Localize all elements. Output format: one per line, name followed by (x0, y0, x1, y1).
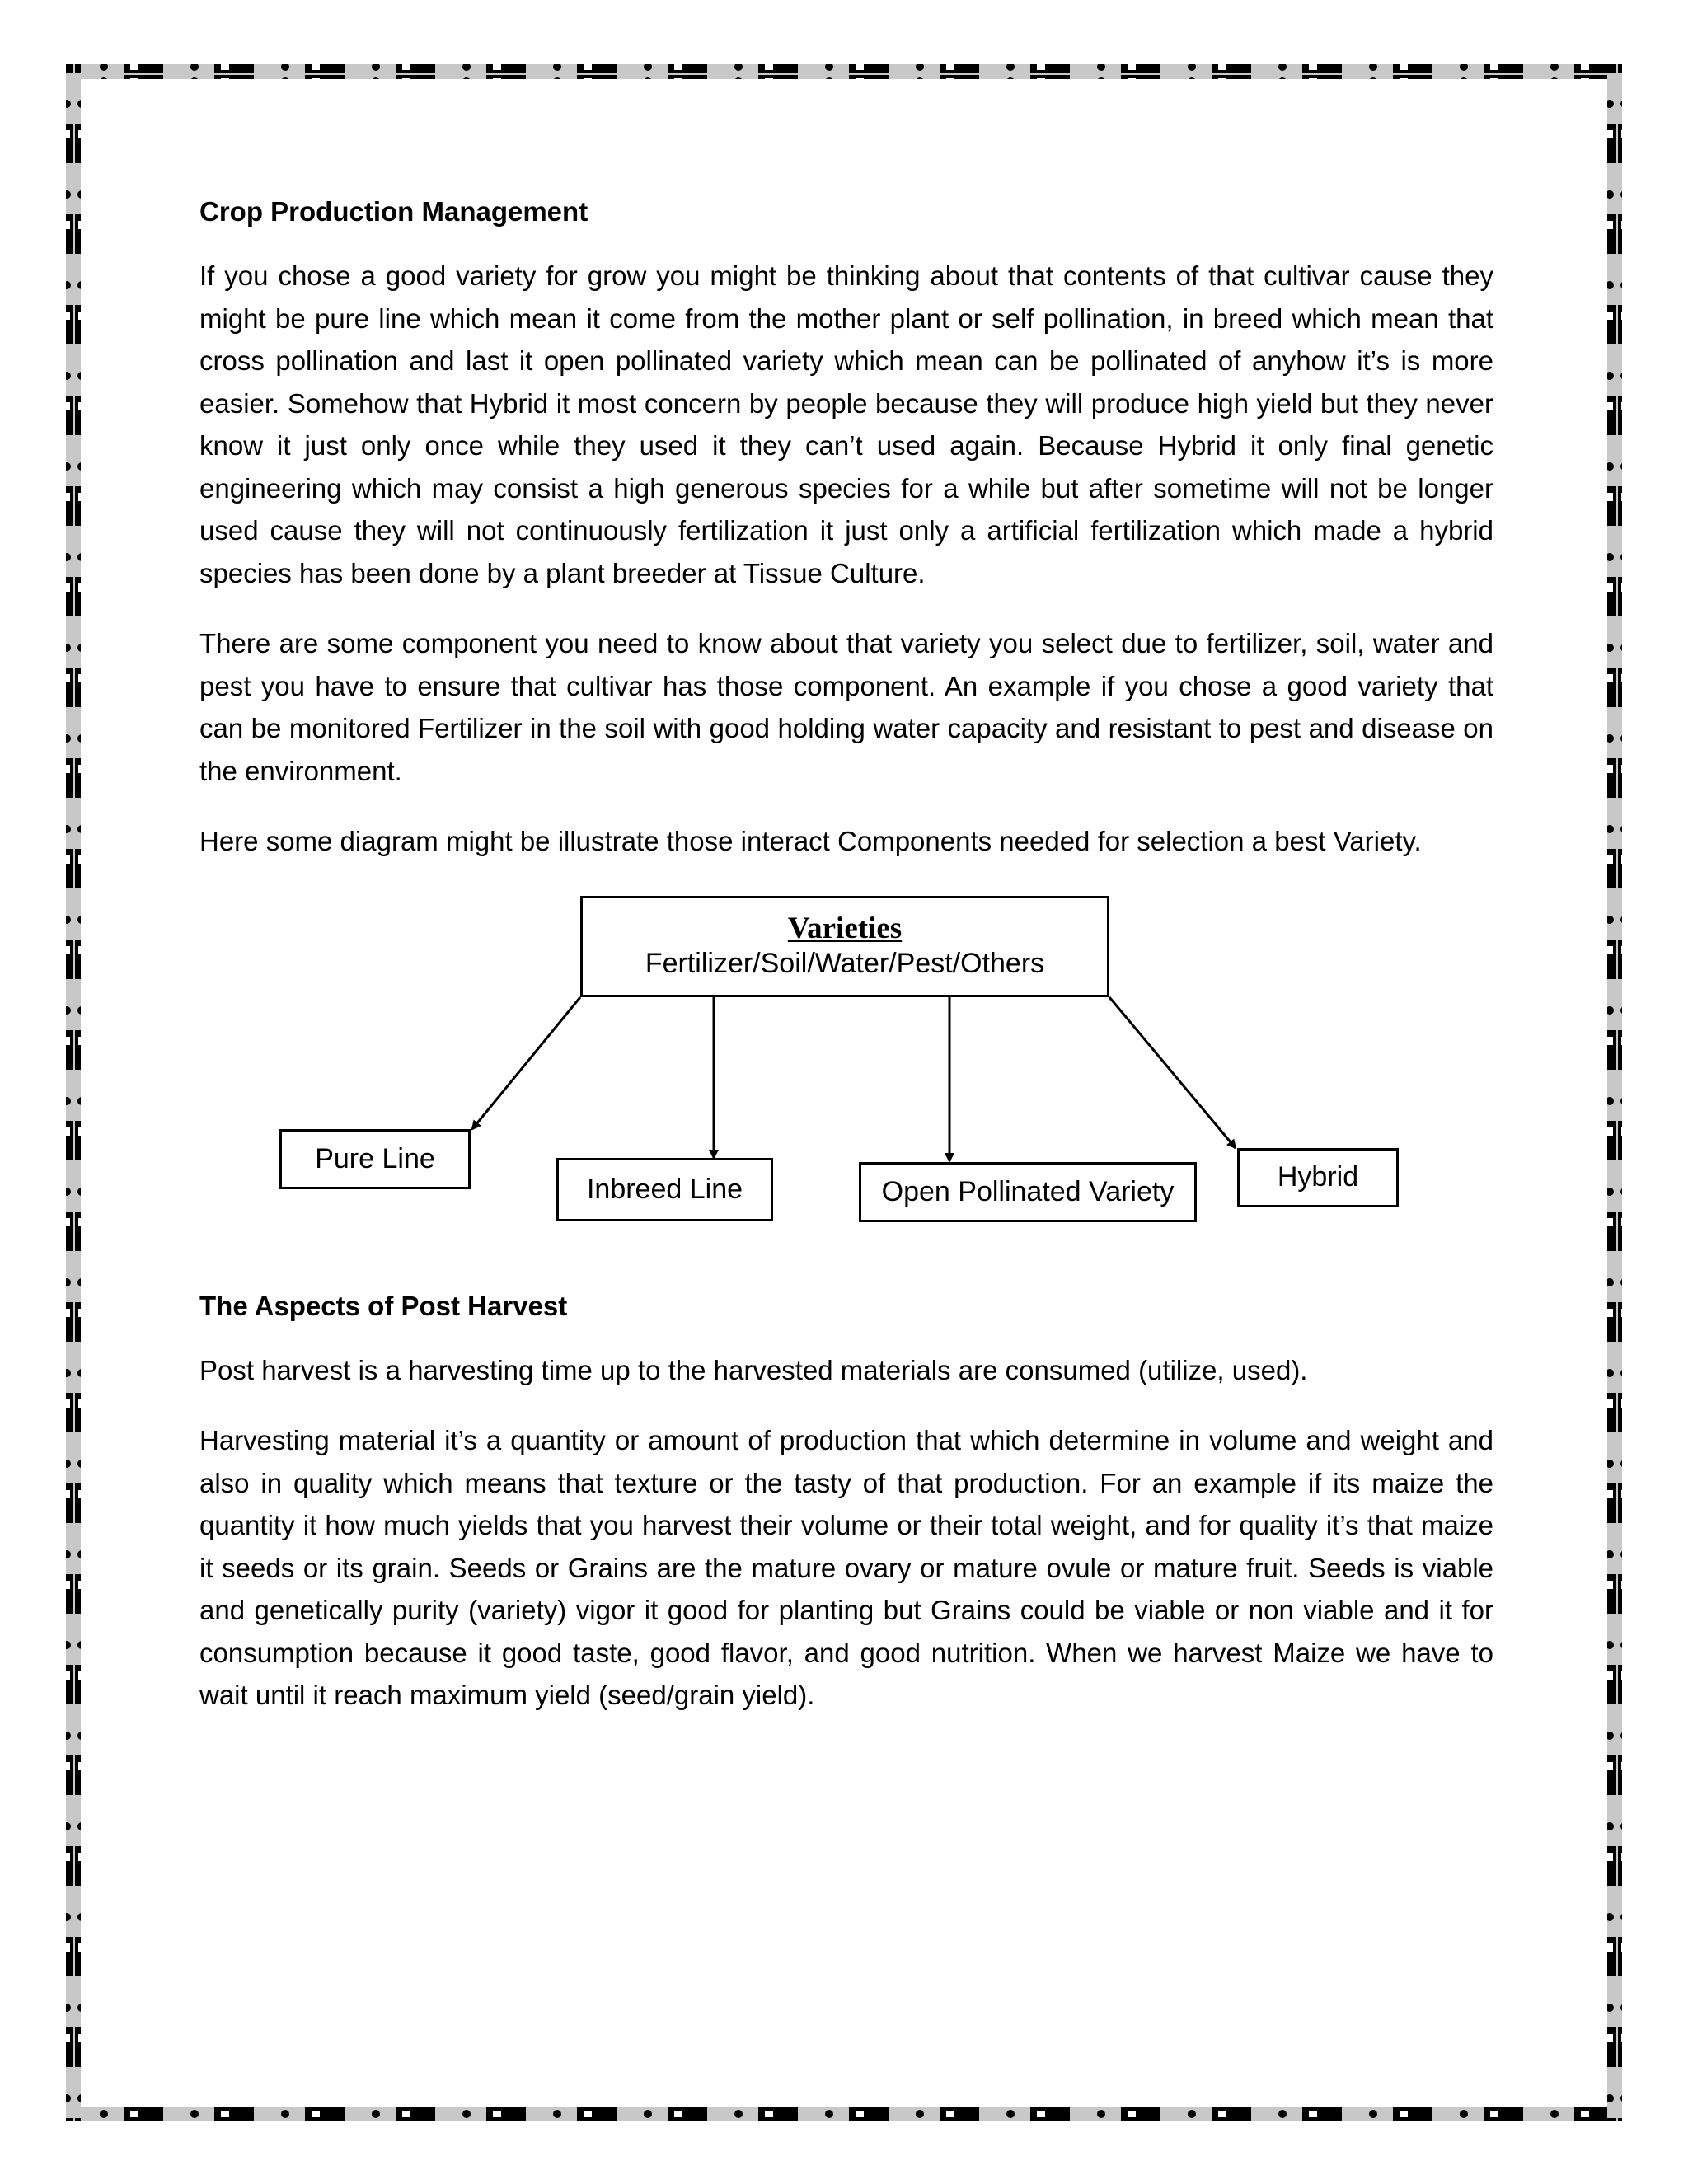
arrow-to-pure-line (472, 997, 580, 1129)
section-heading-crop-production: Crop Production Management (199, 196, 588, 227)
diagram-node-hybrid: Hybrid (1237, 1148, 1399, 1207)
paragraph: Here some diagram might be illustrate those interact Components needed for selection a best Variety. (199, 826, 1422, 856)
paragraph: There are some component you need to know about that variety you select due to fertilizer, soil, water and pest you have to ensure that cultivar has those component. An example if you chose a good variety that can be monitored Fertilizer in the soil with good holding water capacity and resistant to pest and disease on the environment. (199, 628, 1493, 786)
diagram-node-open-pollinated-variety: Open Pollinated Variety (859, 1162, 1197, 1222)
paragraph: Harvesting material it’s a quantity or amount of production that which determine in volume and weight and also in quality which means that texture or the tasty of that production. For an example if its maize the quantity it how much yields that you harvest their volume or their total weight, and for quality it’s that maize it seeds or its grain. Seeds or Grains are the mature ovary or mature ovule or mature fruit. Seeds is viable and genetically purity (variety) vigor it good for planting but Grains could be viable or non viable and it for consumption because it good taste, good flavor, and good nutrition. When we harvest Maize we have to wait until it reach maximum yield (seed/grain yield). (199, 1425, 1493, 1710)
section-heading-post-harvest: The Aspects of Post Harvest (199, 1290, 568, 1321)
diagram-root-subtitle: Fertilizer/Soil/Water/Pest/Others (645, 948, 1045, 979)
arrow-to-hybrid (1109, 997, 1236, 1148)
variety-diagram (199, 896, 1493, 1240)
document-body (199, 177, 1493, 1745)
diagram-root-box (580, 896, 1109, 997)
diagram-node-pure-line: Pure Line (279, 1129, 471, 1189)
diagram-node-inbreed-line: Inbreed Line (556, 1158, 773, 1221)
paragraph: If you chose a good variety for grow you might be thinking about that contents of that cultivar cause they might be pure line which mean it come from the mother plant or self pollination, in breed which mean that cross pollination and last it open pollinated variety which mean can be pollinated of anyhow it’s is more easier. Somehow that Hybrid it most concern by people because they will produce high yield but they never know it just only once while they used it they can’t used again. Because Hybrid it only final genetic engineering which may consist a high generous species for a while but after sometime will not be longer used cause they will not continuously fertilization it just only a artificial fertilization which made a hybrid species has been done by a plant breeder at Tissue Culture. (199, 260, 1493, 588)
diagram-root-title: Varieties (787, 912, 903, 945)
paragraph: Post harvest is a harvesting time up to the harvested materials are consumed (utilize, used). (199, 1354, 1308, 1385)
